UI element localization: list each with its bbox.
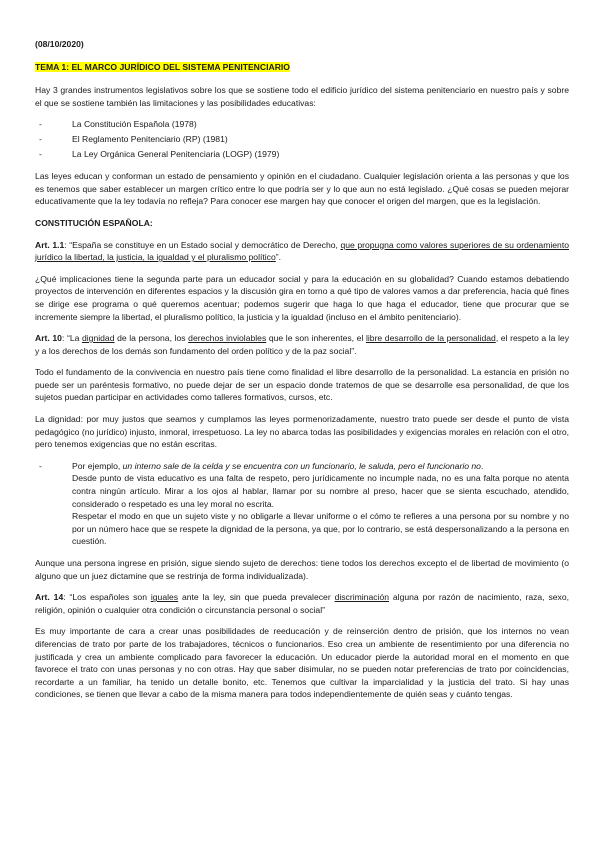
- article-text: , el respeto a la ley y a los derechos de los demás son fundamento del orden político y de la paz social”.: [35, 333, 570, 356]
- article-label: Art. 1.1: [35, 239, 65, 250]
- article-underlined-text: iguales: [150, 592, 179, 603]
- example-line: Desde punto de vista educativo es una falta de respeto, pero jurídicamente no incumple nada, no es una falta porque no atenta contra ningún artículo. Mirar a los ojos al hablar, llamar por su nombre al preso, hacer que se sienta escuchado, atendido, considerado o respetado es una ley moral no escrita.: [72, 473, 569, 509]
- list-item: - El Reglamento Penitenciario (RP) (1981): [35, 133, 569, 146]
- dash-bullet: -: [39, 460, 42, 471]
- implicaciones-paragraph: ¿Qué implicaciones tiene la segunda parte para un educador social y para la educación en su globalidad? Cuando estamos debatiendo proyectos de intervención en diferentes espacios y la discusión gira en torno a qué tipo de valores vamos a dar preferencia, hacia qué fines se dirige ese programa o qué queremos acentuar; podemos sugerir que haga lo que haga el educador, tiene que procurar que se incremente siempre la libertad, el pluralismo político, la justicia y la igualdad (incluso en el ámbito penitenciario).: [35, 273, 569, 322]
- article-label: Art. 10: [35, 333, 62, 344]
- article-text: de la persona, los: [114, 333, 189, 344]
- article-text: : “La: [61, 333, 82, 344]
- article-label: Art. 14: [35, 592, 64, 603]
- document-title: [35, 61, 569, 74]
- article-underlined-text: dignidad: [81, 333, 115, 344]
- instruments-list: [35, 118, 569, 160]
- article-text: alguna por razón de nacimiento, raza, sexo, religión, opinión o cualquier otra condición o circunstancia personal o social”: [35, 592, 569, 615]
- article-text: : “Los españoles son: [63, 592, 151, 603]
- example-italic-text: un interno sale de la celda y se encuentra con un funcionario, le saluda, pero el funcionario no: [122, 460, 481, 471]
- article-text: ”.: [275, 252, 281, 263]
- example-line: Respetar el modo en que un sujeto viste y no obligarle a llevar uniforme o el cómo te refieres a una persona por su nombre y no por un número hace que se respete la dignidad de la persona, ya que, por lo contrario, se está despersonalizando a la persona en cuestión.: [72, 511, 569, 547]
- example-lead: [72, 460, 569, 473]
- dignidad-paragraph: La dignidad: por muy justos que seamos y cumplamos las leyes pormenorizadamente, nuestro trato puede ser desde el punto de vista pedagógico (no jurídico) injusto, inmoral, irrespetuoso. La ley no abarca todas las posibilidades y exigencias morales en relación con el otro, pero tenemos exigencias que no están escritas.: [35, 414, 569, 450]
- final-paragraph: Es muy importante de cara a crear unas posibilidades de reeducación y de reinserción dentro de prisión, que los internos no vean diferencias de trato por parte de los trabajadores, técnicos o funcionarios. Eso crea un ambiente de resentimiento por una diferencia no justificada y crea un ambiente complicado para favorecer la educación. Un educador pierde la autoridad moral en el momento en que favorece el trato con unas personas y no con otras. Hay que saber disimular, no se pueden notar preferencias de trato por coincidencias, recordarte a un familiar, ha tenido un detalle bonito, etc. Tenemos que cultivar la imparcialidad y la justicia del trato. Si hay unas condiciones, se tienen que llevar a cabo de la misma manera para todos independientemente de quién seas y cuánto tengas.: [35, 626, 569, 700]
- aunque-paragraph: Aunque una persona ingrese en prisión, sigue siendo sujeto de derechos: tiene todos los derechos excepto el de libertad de movimiento (o alguno que un juez dictamine que se restrinja de forma individualizada).: [35, 558, 569, 581]
- fundamento-paragraph: Todo el fundamento de la convivencia en nuestro país tiene como finalidad el libre desarrollo de la personalidad. La estancia en prisión no puede ser un paréntesis formativo, no puede dejar de ser un espacio donde tratemos de que se desarrolle esa personalidad, de que los sujetos puedan participar en actividades como talleres formativos, cursos, etc.: [35, 367, 569, 403]
- article-14: [35, 591, 569, 616]
- title-highlight: TEMA 1: EL MARCO JURÍDICO DEL SISTEMA PENITENCIARIO: [35, 61, 290, 72]
- article-underlined-text: derechos inviolables: [188, 333, 267, 344]
- section-heading-constitucion: CONSTITUCIÓN ESPAÑOLA:: [35, 217, 153, 228]
- article-text: : “España se constituye en un Estado social y democrático de Derecho,: [64, 239, 341, 250]
- list-item: - La Ley Orgánica General Penitenciaria (LOGP) (1979): [35, 148, 569, 161]
- article-text: que le son inherentes, el: [266, 333, 366, 344]
- article-underlined-text: que propugna como valores superiores de su ordenamiento jurídico la libertad, la justicia, la igualdad y el pluralismo político: [35, 239, 569, 263]
- laws-paragraph: Las leyes educan y conforman un estado de pensamiento y opinión en el ciudadano. Cualquier legislación orienta a las personas y que los es tenemos que saber establecer un margen crítico entre lo que podría ser y lo que aun no está legislado. ¿Qué cosas se pueden mejorar educativamente que la ley todavía no refleja? Para conocer ese margen hay que conocer el origen del margen, que es la legislación.: [35, 171, 569, 207]
- article-text: ante la ley, sin que pueda prevalecer: [178, 592, 335, 603]
- example-text: Por ejemplo,: [72, 460, 123, 471]
- example-text: .: [480, 460, 484, 471]
- article-10: [35, 332, 569, 357]
- article-underlined-text: discriminación: [334, 592, 390, 603]
- document-date: (08/10/2020): [35, 39, 84, 49]
- article-underlined-text: libre desarrollo de la personalidad: [365, 333, 496, 344]
- intro-paragraph: Hay 3 grandes instrumentos legislativos sobre los que se sostiene todo el edificio jurídico del sistema penitenciario en nuestro país y sobre el que se sostiene también las limitaciones y las posibilidades educativas:: [35, 85, 569, 108]
- article-1-1: [35, 239, 569, 264]
- example-block: [35, 460, 569, 548]
- list-item: - La Constitución Española (1978): [35, 118, 569, 131]
